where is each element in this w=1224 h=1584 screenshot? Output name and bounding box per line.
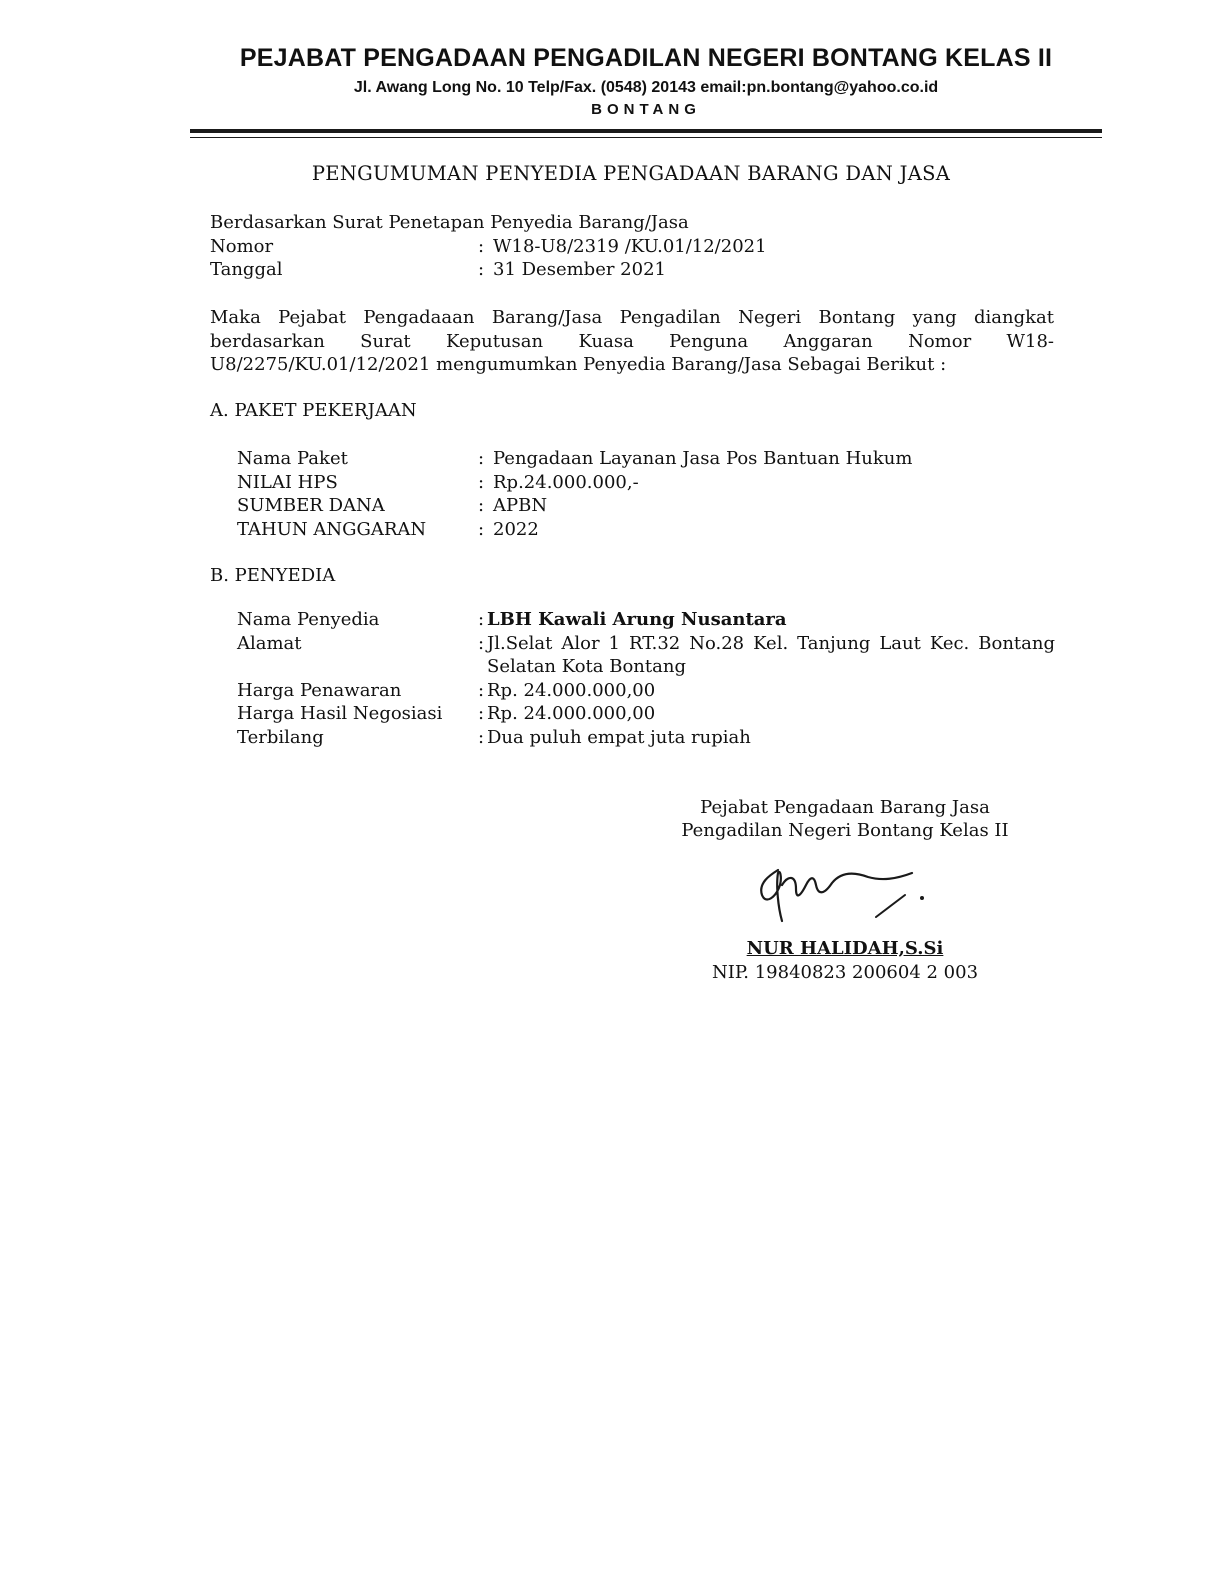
colon: : [478, 518, 485, 540]
nomor-label: Nomor [210, 235, 274, 257]
table-row [237, 702, 1057, 726]
document-title: PENGUMUMAN PENYEDIA PENGADAAN BARANG DAN JASA [311, 162, 951, 185]
colon: : [478, 235, 485, 257]
signatory-title [650, 796, 1040, 842]
signatory-institution: Pengadilan Negeri Bontang Kelas II [681, 820, 1009, 841]
colon: : [478, 448, 485, 469]
table-row [237, 447, 1057, 471]
institution-name: PEJABAT PENGADAAN PENGADILAN NEGERI BONTANG KELAS II [239, 44, 1053, 72]
alamat-value: Jl.Selat Alor 1 RT.32 No.28 Kel. Tanjung Laut Kec. Bontang Selatan Kota Bontang [487, 632, 1055, 677]
signatory-position: Pejabat Pengadaan Barang Jasa [700, 797, 990, 818]
nama-penyedia-value: LBH Kawali Arung Nusantara [487, 609, 787, 630]
table-row [237, 679, 1057, 703]
table-row [237, 726, 1057, 750]
tahun-anggaran-value: 2022 [493, 518, 539, 540]
sumber-dana-label: SUMBER DANA [237, 495, 385, 516]
section-a-table [237, 447, 1057, 541]
harga-penawaran-value: Rp. 24.000.000,00 [487, 679, 656, 701]
nama-penyedia-label: Nama Penyedia [237, 609, 380, 630]
tanggal-label: Tanggal [210, 259, 283, 280]
nomor-value: W18-U8/2319 /KU.01/12/2021 [493, 235, 767, 257]
nomor-row [210, 235, 1054, 259]
harga-penawaran-label: Harga Penawaran [237, 679, 402, 701]
signatory-name: NUR HALIDAH,S.Si [746, 938, 944, 959]
signatory [650, 937, 1040, 985]
section-b-heading: B. PENYEDIA [210, 565, 336, 586]
handwritten-signature [740, 855, 940, 935]
table-row [237, 471, 1057, 495]
letterhead-divider-thin [190, 137, 1102, 138]
colon: : [478, 632, 485, 654]
signatory-nip: NIP. 19840823 200604 2 003 [711, 962, 979, 983]
terbilang-value: Dua puluh empat juta rupiah [487, 726, 751, 748]
colon: : [478, 471, 485, 493]
harga-negosiasi-value: Rp. 24.000.000,00 [487, 703, 656, 724]
nama-paket-label: Nama Paket [237, 448, 348, 469]
colon: : [478, 609, 485, 630]
harga-negosiasi-label: Harga Hasil Negosiasi [237, 703, 443, 724]
table-row [237, 518, 1057, 542]
basis-intro: Berdasarkan Surat Penetapan Penyedia Barang/Jasa [210, 212, 689, 233]
nilai-hps-value: Rp.24.000.000,- [493, 471, 639, 493]
institution-address: Jl. Awang Long No. 10 Telp/Fax. (0548) 20143 email:pn.bontang@yahoo.co.id [353, 79, 939, 96]
colon: : [478, 495, 485, 516]
tanggal-row [210, 258, 1054, 282]
alamat-label: Alamat [237, 632, 302, 654]
colon: : [478, 703, 485, 724]
basis-intro-row [210, 211, 1054, 235]
colon: : [478, 259, 485, 280]
section-a-heading: A. PAKET PEKERJAAN [210, 400, 417, 421]
basis-block [210, 211, 1054, 282]
section-b-table [237, 608, 1057, 749]
announcement-paragraph: Maka Pejabat Pengadaaan Barang/Jasa Pengadilan Negeri Bontang yang diangkat berdasarkan Surat Keputusan Kuasa Penguna Anggaran Nomor W18-U8/2275/KU.01/12/2021 mengumumkan Penyedia Barang/Jasa Sebagai Berikut : [210, 307, 1054, 375]
colon: : [478, 679, 485, 701]
tanggal-value: 31 Desember 2021 [493, 259, 666, 280]
table-row [237, 632, 1057, 679]
tahun-anggaran-label: TAHUN ANGGARAN [237, 518, 427, 540]
sumber-dana-value: APBN [493, 495, 548, 516]
nilai-hps-label: NILAI HPS [237, 471, 338, 493]
letterhead-divider-thick [190, 129, 1102, 133]
table-row [237, 608, 1057, 632]
nama-paket-value: Pengadaan Layanan Jasa Pos Bantuan Hukum [493, 448, 913, 469]
table-row [237, 494, 1057, 518]
terbilang-label: Terbilang [237, 726, 324, 748]
letterhead [190, 40, 1102, 120]
colon: : [478, 726, 485, 748]
institution-city: BONTANG [591, 101, 701, 118]
